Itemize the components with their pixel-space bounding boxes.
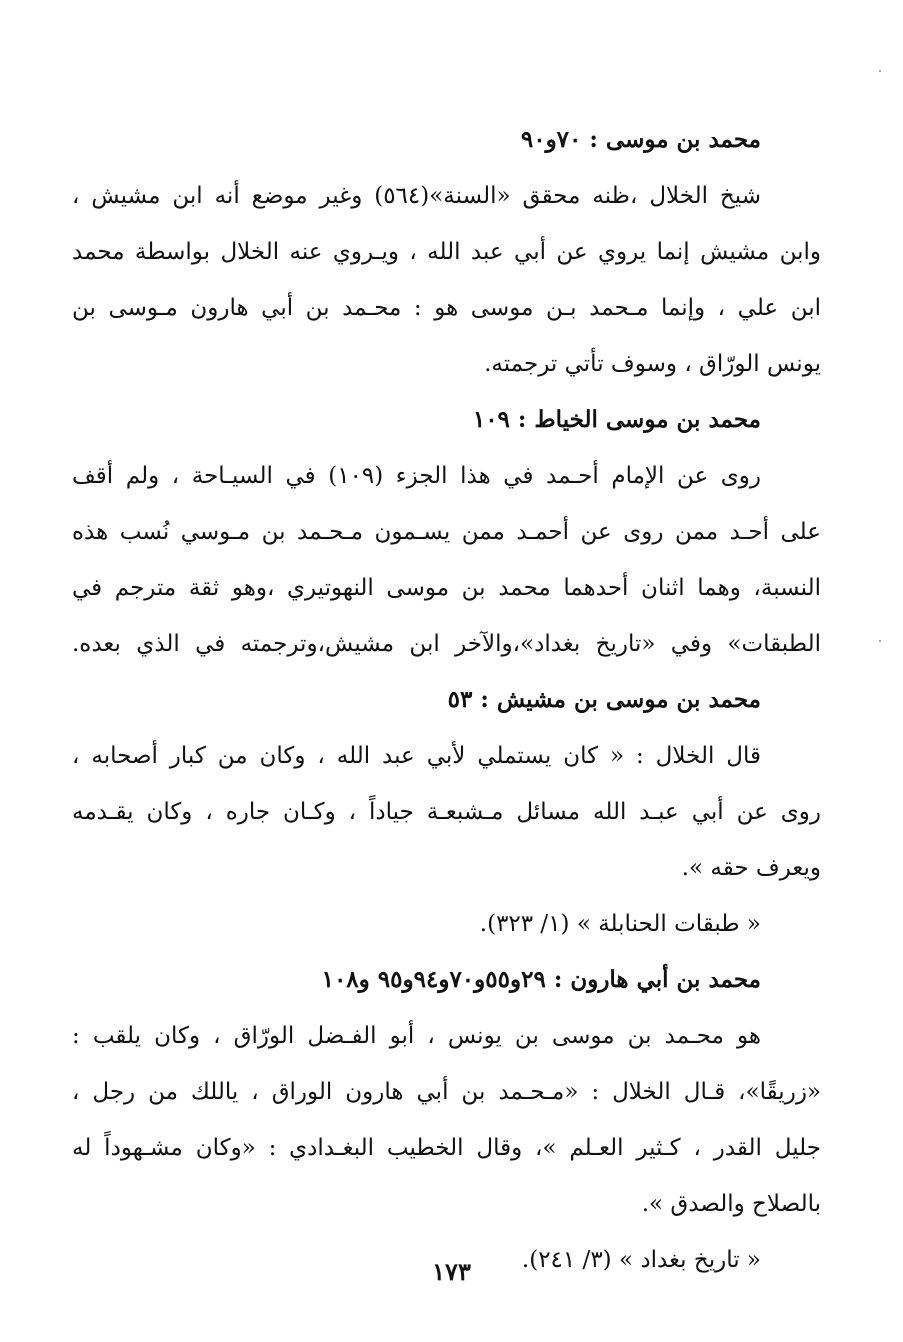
text-line: الطبقات» وفي «تاريخ بغداد»،والآخر ابن مشيش،وترجمته في الذي بعده.: [72, 631, 821, 657]
margin-mark: [879, 70, 881, 72]
entry-heading: محمد بن موسى الخياط : ١٠٩: [472, 406, 761, 433]
citation-line: « طبقات الحنابلة » (١/ ٣٢٣).: [479, 911, 761, 937]
text-line: جليل القدر ، كـثير العـلم »، وقال الخطيب البغـدادي : «وكان مشـهوداً له: [72, 1135, 821, 1161]
text-line: على أحـد ممن روى عن أحمـد ممن يسـمون مـحـمد بن مـوسي نُسب هذه: [72, 519, 821, 545]
text-line: يونس الورّاق ، وسوف تأتي ترجمته.: [484, 351, 821, 377]
entry-heading: محمد بن موسى : ٧٠و٩٠: [520, 126, 761, 153]
text-line: روى عن أبي عبـد الله مسائل مـشبعـة جياداً ، وكـان جاره ، وكان يقـدمه: [72, 799, 821, 825]
text-line: بالصلاح والصدق ».: [641, 1191, 821, 1217]
margin-mark: [879, 640, 881, 642]
text-line: شيخ الخلال ،ظنه محقق «السنة»(٥٦٤) وغير موضع أنه ابن مشيش ،: [72, 183, 761, 209]
page-number: ١٧٣: [432, 1257, 471, 1286]
text-line: النسبة، وهما اثنان أحدهما محمد بن موسى النهوتيري ،وهو ثقة مترجم في: [72, 575, 821, 601]
page-body: [72, 112, 821, 1288]
entry-heading: محمد بن موسى بن مشيش : ٥٣: [447, 686, 761, 713]
text-line: ويعرف حقه ».: [681, 855, 821, 881]
text-line: هو محـمد بن موسى بن يونس ، أبو الفـضل الورّاق ، وكان يلقب :: [72, 1023, 761, 1049]
entry-heading: محمد بن أبي هارون : ٢٩و٥٥و٧٠و٩٤و٩٥ و١٠٨: [321, 966, 761, 993]
citation-line: « تاريخ بغداد » (٣/ ٢٤١).: [521, 1247, 761, 1273]
text-line: روى عن الإمام أحـمد في هذا الجزء (١٠٩) في السيـاحة ، ولم أقف: [72, 463, 761, 489]
text-line: «زريقًا»، قـال الخلال : «مـحـمد بن أبي هارون الوراق ، ياللك من رجل ،: [72, 1079, 821, 1105]
text-line: ابن علي ، وإنما مـحمد بـن موسى هو : محـمد بن أبي هارون مـوسى بن: [72, 295, 821, 321]
text-line: قال الخلال : « كان يستملي لأبي عبد الله ، وكان من كبار أصحابه ،: [72, 743, 761, 769]
text-line: وابن مشيش إنما يروي عن أبي عبد الله ، ويـروي عنه الخلال بواسطة محمد: [72, 239, 821, 265]
